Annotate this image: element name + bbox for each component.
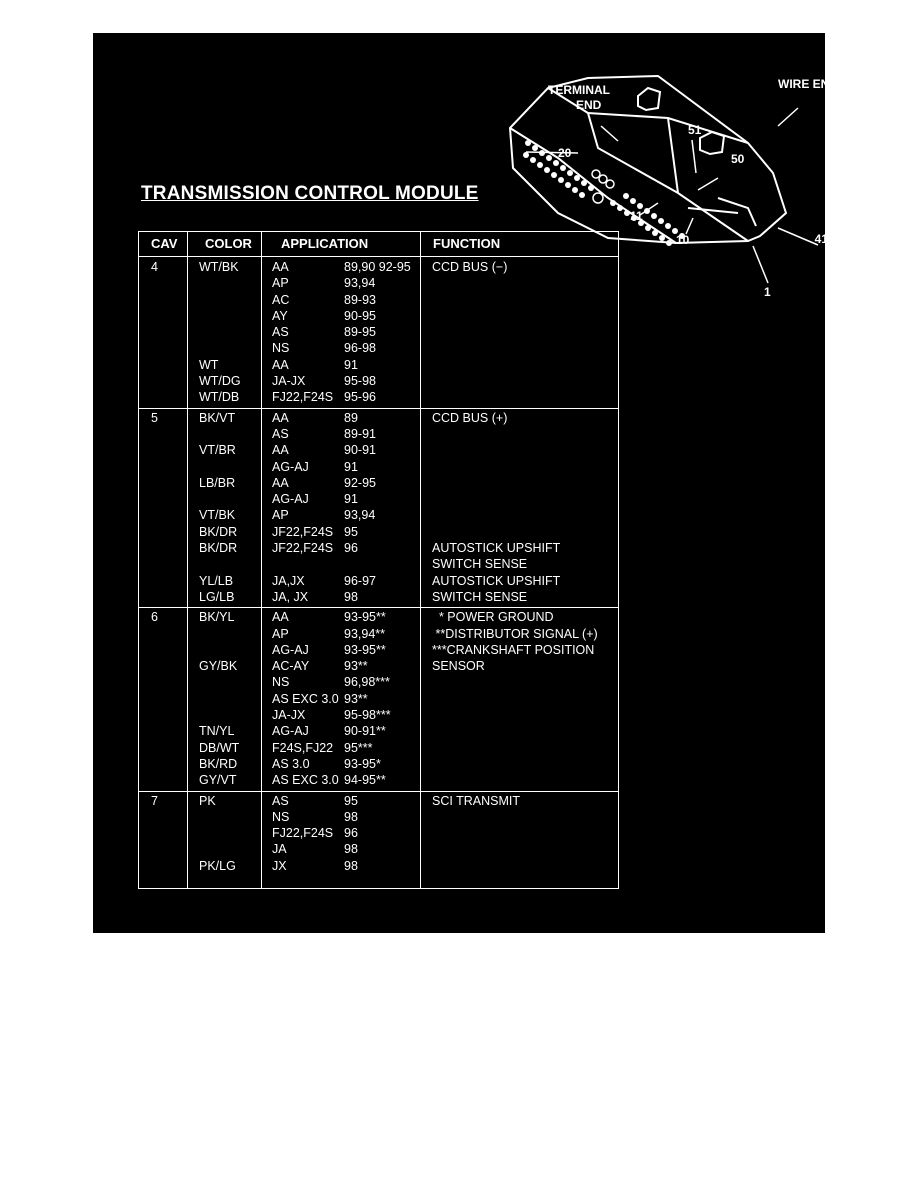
- application-value: AA: [272, 610, 289, 625]
- color-column: [199, 609, 239, 788]
- function-value: * POWER GROUND: [432, 610, 554, 625]
- years-value: 89-93: [344, 292, 376, 307]
- color-value: LB/BR: [199, 475, 236, 490]
- function-value: [432, 491, 560, 507]
- color-value: WT/BK: [199, 260, 239, 274]
- function-value: [432, 740, 598, 756]
- years-value: 93**: [344, 659, 368, 674]
- header-divider: [139, 256, 618, 257]
- color-value: BK/VT: [199, 410, 236, 425]
- years-value: 90-91: [344, 443, 376, 458]
- function-value: [432, 275, 507, 291]
- years-value: 89-91: [344, 426, 376, 441]
- years-value: 91: [344, 459, 358, 474]
- diagram-panel: [93, 33, 838, 933]
- color-column: [199, 793, 236, 874]
- application-value: AS EXC 3.0: [272, 691, 339, 706]
- years-value: 96: [344, 541, 358, 556]
- years-value: 98: [344, 809, 358, 824]
- cav-cell: [151, 410, 158, 426]
- function-value: [432, 674, 598, 690]
- pin-label-1: 1: [764, 285, 771, 299]
- page-title: TRANSMISSION CONTROL MODULE: [141, 183, 479, 204]
- function-value: [432, 357, 507, 373]
- cav-cell: [151, 609, 158, 625]
- years-value: 89-95: [344, 325, 376, 340]
- column-divider: [187, 232, 188, 888]
- group-divider: [139, 791, 618, 792]
- application-value: JF22,F24S: [272, 541, 334, 556]
- function-value: [432, 809, 520, 825]
- color-value: [199, 324, 241, 340]
- application-value: AS EXC 3.0: [272, 773, 339, 788]
- years-value: 93-95**: [344, 610, 386, 625]
- years-value: 95***: [344, 740, 373, 755]
- terminal-end-label-2: END: [576, 98, 602, 112]
- application-value: JA: [272, 842, 287, 857]
- header-cav: CAV: [151, 236, 178, 251]
- function-value: [432, 426, 560, 442]
- function-value: [432, 507, 560, 523]
- color-value: DB/WT: [199, 740, 240, 755]
- header-application: APPLICATION: [281, 236, 369, 251]
- group-divider: [139, 408, 618, 409]
- years-value: 93,94: [344, 276, 376, 291]
- application-value: AA: [272, 410, 289, 425]
- application-column: [272, 793, 333, 874]
- function-value: **DISTRIBUTOR SIGNAL (+): [432, 626, 598, 641]
- color-value: PK/LG: [199, 858, 236, 873]
- years-value: 93,94**: [344, 626, 386, 641]
- years-column: [344, 609, 391, 788]
- function-value: [432, 723, 598, 739]
- application-value: [272, 556, 333, 572]
- color-value: VT/BR: [199, 443, 236, 458]
- pin-label-10: 10: [676, 233, 690, 247]
- function-column: [432, 259, 507, 406]
- years-value: 95-96: [344, 390, 376, 405]
- years-column: [344, 793, 358, 874]
- application-column: [272, 609, 339, 788]
- application-value: F24S,FJ22: [272, 740, 334, 755]
- years-value: 98: [344, 842, 358, 857]
- function-value: [432, 524, 560, 540]
- pin-label-51: 51: [688, 123, 702, 137]
- function-value: SENSOR: [432, 659, 485, 674]
- application-value: AP: [272, 276, 289, 291]
- color-value: [199, 707, 239, 723]
- pin-label-20: 20: [558, 146, 572, 160]
- application-value: JX: [272, 858, 287, 873]
- application-value: AP: [272, 508, 289, 523]
- color-value: BK/YL: [199, 610, 235, 625]
- function-value: CCD BUS (−): [432, 260, 508, 274]
- pin-label-50: 50: [731, 152, 745, 166]
- function-value: CCD BUS (+): [432, 410, 508, 425]
- color-value: [199, 691, 239, 707]
- color-value: [199, 556, 237, 572]
- years-value: 98: [344, 858, 358, 873]
- function-value: AUTOSTICK UPSHIFT: [432, 541, 561, 556]
- application-value: AY: [272, 308, 288, 323]
- cav-cell: [151, 259, 158, 275]
- color-value: [199, 292, 241, 308]
- cav-cell: [151, 793, 158, 809]
- color-value: VT/BK: [199, 508, 236, 523]
- function-value: [432, 756, 598, 772]
- pin-label-41: 41: [814, 232, 828, 246]
- function-column: [432, 793, 520, 874]
- application-value: JA-JX: [272, 708, 306, 723]
- application-value: AS: [272, 325, 289, 340]
- function-value: [432, 772, 598, 788]
- color-value: [199, 308, 241, 324]
- header-color: COLOR: [205, 236, 252, 251]
- group-divider: [139, 607, 618, 608]
- color-column: [199, 259, 241, 406]
- color-value: WT/DB: [199, 390, 240, 405]
- application-value: AP: [272, 626, 289, 641]
- application-value: JA, JX: [272, 589, 309, 604]
- function-value: [432, 691, 598, 707]
- function-value: [432, 825, 520, 841]
- application-value: JF22,F24S: [272, 524, 334, 539]
- color-value: TN/YL: [199, 724, 235, 739]
- function-value: SCI TRANSMIT: [432, 793, 520, 808]
- application-value: AS: [272, 426, 289, 441]
- years-value: 91: [344, 492, 358, 507]
- years-column: [344, 410, 376, 606]
- function-column: [432, 410, 560, 606]
- pinout-table: [138, 231, 619, 889]
- color-value: [199, 809, 236, 825]
- color-value: [199, 642, 239, 658]
- application-value: AS: [272, 793, 289, 808]
- color-value: [199, 340, 241, 356]
- color-value: [199, 491, 237, 507]
- years-value: 93-95*: [344, 756, 381, 771]
- color-value: BK/DR: [199, 524, 238, 539]
- years-value: 95: [344, 793, 358, 808]
- color-column: [199, 410, 237, 606]
- application-value: AA: [272, 475, 289, 490]
- application-value: AG-AJ: [272, 459, 309, 474]
- cav-value: 4: [151, 260, 158, 274]
- application-value: AA: [272, 357, 289, 372]
- function-value: SWITCH SENSE: [432, 557, 528, 572]
- pin-label-11: 11: [630, 209, 643, 223]
- color-value: [199, 275, 241, 291]
- function-value: [432, 459, 560, 475]
- application-value: AG-AJ: [272, 642, 309, 657]
- color-value: BK/RD: [199, 756, 238, 771]
- function-value: [432, 841, 520, 857]
- color-value: [199, 626, 239, 642]
- years-value: 96: [344, 826, 358, 841]
- application-value: JA-JX: [272, 374, 306, 389]
- function-value: [432, 308, 507, 324]
- terminal-end-label-1: TERMINAL: [548, 83, 610, 97]
- application-value: NS: [272, 341, 290, 356]
- color-value: [199, 459, 237, 475]
- header-function: FUNCTION: [433, 236, 501, 251]
- function-value: [432, 442, 560, 458]
- cav-value: 5: [151, 410, 158, 425]
- function-value: [432, 707, 598, 723]
- color-value: GY/VT: [199, 773, 237, 788]
- application-column: [272, 410, 333, 606]
- application-value: AA: [272, 260, 289, 274]
- application-column: [272, 259, 333, 406]
- application-value: NS: [272, 809, 290, 824]
- application-value: AA: [272, 443, 289, 458]
- application-value: AG-AJ: [272, 492, 309, 507]
- years-value: 90-95: [344, 308, 376, 323]
- function-column: [432, 609, 598, 788]
- color-value: GY/BK: [199, 659, 238, 674]
- years-value: 90-91**: [344, 724, 386, 739]
- years-value: 89,90 92-95: [344, 260, 411, 274]
- color-value: [199, 426, 237, 442]
- function-value: [432, 292, 507, 308]
- function-value: [432, 373, 507, 389]
- color-value: [199, 841, 236, 857]
- years-value: 95-98***: [344, 708, 391, 723]
- column-divider: [420, 232, 421, 888]
- function-value: AUTOSTICK UPSHIFT: [432, 573, 561, 588]
- function-value: [432, 389, 507, 405]
- years-value: 92-95: [344, 475, 376, 490]
- color-value: YL/LB: [199, 573, 234, 588]
- column-divider: [261, 232, 262, 888]
- color-value: [199, 674, 239, 690]
- years-value: 96,98***: [344, 675, 390, 690]
- application-value: AC: [272, 292, 290, 307]
- cav-value: 6: [151, 610, 158, 625]
- years-value: 93-95**: [344, 642, 386, 657]
- function-value: [432, 340, 507, 356]
- function-value: [432, 324, 507, 340]
- color-value: LG/LB: [199, 589, 235, 604]
- years-value: 94-95**: [344, 773, 386, 788]
- function-value: [432, 475, 560, 491]
- application-value: FJ22,F24S: [272, 390, 334, 405]
- function-value: ***CRANKSHAFT POSITION: [432, 642, 595, 657]
- years-value: 93,94: [344, 508, 376, 523]
- application-value: AS 3.0: [272, 756, 310, 771]
- years-value: [344, 556, 376, 572]
- application-value: NS: [272, 675, 290, 690]
- years-column: [344, 259, 411, 406]
- color-value: PK: [199, 793, 216, 808]
- color-value: BK/DR: [199, 541, 238, 556]
- color-value: WT: [199, 357, 219, 372]
- years-value: 96-98: [344, 341, 376, 356]
- years-value: 98: [344, 589, 358, 604]
- wire-end-label: WIRE END: [778, 77, 838, 91]
- years-value: 93**: [344, 691, 368, 706]
- function-value: SWITCH SENSE: [432, 589, 528, 604]
- years-value: 91: [344, 357, 358, 372]
- cav-value: 7: [151, 793, 158, 808]
- application-value: AG-AJ: [272, 724, 309, 739]
- years-value: 95: [344, 524, 358, 539]
- years-value: 95-98: [344, 374, 376, 389]
- color-value: [199, 825, 236, 841]
- application-value: AC-AY: [272, 659, 310, 674]
- application-value: JA,JX: [272, 573, 305, 588]
- years-value: 89: [344, 410, 358, 425]
- color-value: WT/DG: [199, 374, 241, 389]
- function-value: [432, 858, 520, 874]
- years-value: 96-97: [344, 573, 376, 588]
- application-value: FJ22,F24S: [272, 826, 334, 841]
